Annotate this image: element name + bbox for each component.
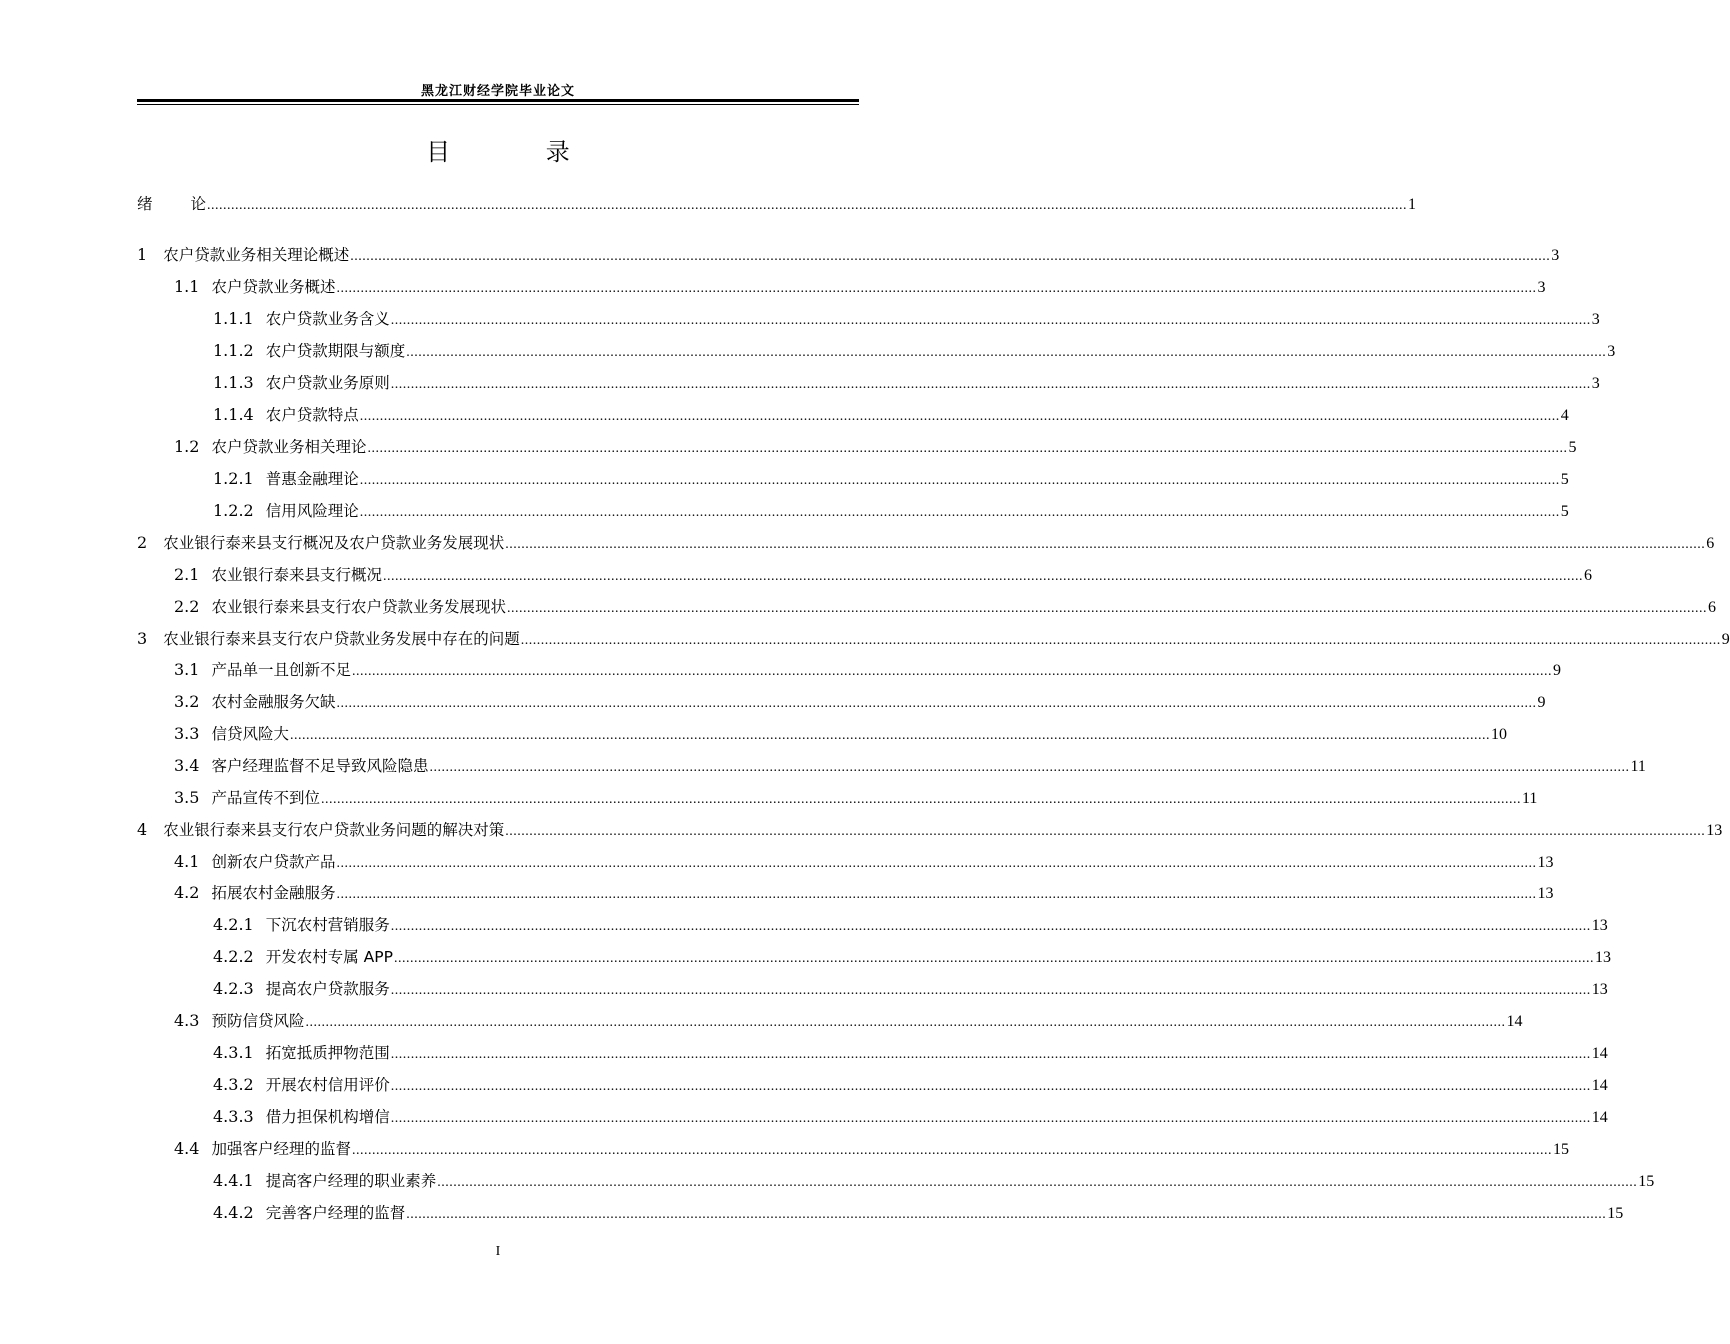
toc-entry-title: 开发农村专属 APP <box>265 948 393 966</box>
running-header: 黑龙江财经学院毕业论文 <box>420 84 575 99</box>
toc-entry-title: 农户贷款业务概述 <box>211 278 336 296</box>
toc-entry-page: 10 <box>1490 726 1507 743</box>
toc-entry[interactable] <box>174 881 1554 905</box>
toc-entry-number: 4.3.1 <box>213 1043 254 1062</box>
header-rule-thin <box>137 104 859 105</box>
toc-entry[interactable] <box>137 531 1715 555</box>
toc-entry-page: 3 <box>1591 375 1600 392</box>
toc-entry-title: 农业银行泰来县支行概况及农户贷款业务发展现状 <box>163 534 505 552</box>
toc-dot-leader: ............................................................................................................................................................................................................................................................................................................ <box>505 537 1706 552</box>
toc-entry-title: 提高农户贷款服务 <box>265 980 390 998</box>
toc-entry[interactable] <box>174 690 1546 714</box>
toc-entry-number: 4.3 <box>174 1011 200 1030</box>
toc-dot-leader: ............................................................................................................................................................................................................................................................................................................ <box>390 1079 1591 1094</box>
toc-entry-title: 农村金融服务欠缺 <box>211 693 336 711</box>
toc-dot-leader: ............................................................................................................................................................................................................................................................................................................ <box>320 792 1521 807</box>
toc-entry[interactable] <box>137 243 1560 267</box>
toc-entry-title: 客户经理监督不足导致风险隐患 <box>211 757 429 775</box>
toc-dot-leader: ............................................................................................................................................................................................................................................................................................................ <box>437 1175 1638 1190</box>
toc-entry-number: 3.1 <box>174 660 200 679</box>
toc-entry-title: 普惠金融理论 <box>265 470 359 488</box>
toc-dot-leader: ............................................................................................................................................................................................................................................................................................................ <box>390 313 1591 328</box>
toc-entry-number: 4.1 <box>174 852 200 871</box>
toc-dot-leader: ............................................................................................................................................................................................................................................................................................................ <box>390 983 1591 998</box>
toc-entry[interactable] <box>137 818 1723 842</box>
toc-entry-title: 借力担保机构增信 <box>265 1108 390 1126</box>
toc-dot-leader: ............................................................................................................................................................................................................................................................................................................ <box>289 728 1490 743</box>
toc-entry-number: 1.1.4 <box>213 405 254 424</box>
toc-dot-leader: ............................................................................................................................................................................................................................................................................................................ <box>506 601 1707 616</box>
toc-entry-page: 13 <box>1591 981 1608 998</box>
toc-entry[interactable] <box>137 627 1730 651</box>
toc-entry-page: 13 <box>1537 885 1554 902</box>
toc-entry[interactable] <box>174 1009 1523 1033</box>
toc-dot-leader: ............................................................................................................................................................................................................................................................................................................ <box>393 951 1594 966</box>
toc-dot-leader: ............................................................................................................................................................................................................................................................................................................ <box>351 1143 1552 1158</box>
toc-entry-title: 农户贷款业务含义 <box>265 310 390 328</box>
toc-entry-page: 3 <box>1551 247 1560 264</box>
toc-entry-number: 2.1 <box>174 565 200 584</box>
toc-entry-page: 4 <box>1560 407 1569 424</box>
toc-entry[interactable] <box>213 1105 1608 1129</box>
toc-entry-title: 农户贷款业务相关理论概述 <box>163 246 350 264</box>
toc-entry-title: 产品单一且创新不足 <box>211 661 351 679</box>
toc-entry[interactable] <box>213 339 1616 363</box>
toc-entry-number: 4 <box>137 820 148 839</box>
toc-entry-title: 农户贷款特点 <box>265 406 359 424</box>
toc-dot-leader: ............................................................................................................................................................................................................................................................................................................ <box>336 696 1537 711</box>
toc-entry-title: 农户贷款业务原则 <box>265 374 390 392</box>
toc-entry[interactable] <box>213 371 1600 395</box>
toc-dot-leader: ............................................................................................................................................................................................................................................................................................................ <box>390 1047 1591 1062</box>
toc-entry[interactable] <box>174 658 1561 682</box>
toc-entry-number: 4.2.1 <box>213 915 254 934</box>
toc-entry-page: 5 <box>1560 471 1569 488</box>
toc-entry-page: 6 <box>1583 567 1592 584</box>
toc-entry-number: 1.2.2 <box>213 501 254 520</box>
toc-entry-title: 提高客户经理的职业素养 <box>265 1172 437 1190</box>
toc-entry[interactable] <box>213 1201 1624 1225</box>
toc-dot-leader: ............................................................................................................................................................................................................................................................................................................ <box>382 569 1583 584</box>
toc-entry-number: 3 <box>137 629 148 648</box>
toc-entry-number: 4.3.3 <box>213 1107 254 1126</box>
toc-entry-page: 15 <box>1607 1205 1624 1222</box>
toc-entry-number: 4.3.2 <box>213 1075 254 1094</box>
toc-entry[interactable] <box>174 754 1646 778</box>
toc-entry[interactable] <box>174 722 1507 746</box>
toc-dot-leader: ............................................................................................................................................................................................................................................................................................................ <box>351 664 1552 679</box>
toc-dot-leader: ............................................................................................................................................................................................................................................................................................................ <box>305 1015 1506 1030</box>
toc-entry-number: 2 <box>137 533 148 552</box>
toc-entry-title: 农户贷款期限与额度 <box>265 342 406 360</box>
toc-dot-leader: ............................................................................................................................................................................................................................................................................................................ <box>359 409 1560 424</box>
toc-entry[interactable] <box>213 1169 1655 1193</box>
toc-entry-title: 农户贷款业务相关理论 <box>211 438 367 456</box>
toc-entry-number: 1.1 <box>174 277 200 296</box>
toc-dot-leader: ............................................................................................................................................................................................................................................................................................................ <box>367 441 1568 456</box>
toc-entry-page: 9 <box>1552 662 1561 679</box>
toc-dot-leader: ............................................................................................................................................................................................................................................................................................................ <box>359 473 1560 488</box>
toc-dot-leader: ............................................................................................................................................................................................................................................................................................................ <box>359 505 1560 520</box>
toc-entry-page: 1 <box>1408 196 1417 213</box>
toc-entry-title: 农业银行泰来县支行概况 <box>211 566 382 584</box>
toc-entry[interactable] <box>174 786 1538 810</box>
toc-entry-page: 6 <box>1706 535 1715 552</box>
toc-dot-leader: ............................................................................................................................................................................................................................................................................................................ <box>336 887 1537 902</box>
toc-dot-leader: ............................................................................................................................................................................................................................................................................................................ <box>520 633 1721 648</box>
toc-entry-page: 6 <box>1707 599 1716 616</box>
toc-entry-page: 13 <box>1537 854 1554 871</box>
toc-entry-page: 9 <box>1721 631 1730 648</box>
toc-entry-title: 拓展农村金融服务 <box>211 884 336 902</box>
toc-entry[interactable] <box>174 595 1716 619</box>
toc-entry-page: 13 <box>1706 822 1723 839</box>
toc-dot-leader: ............................................................................................................................................................................................................................................................................................................ <box>390 919 1591 934</box>
toc-entry-title: 拓宽抵质押物范围 <box>265 1044 390 1062</box>
toc-entry-page: 14 <box>1591 1045 1608 1062</box>
toc-dot-leader: ............................................................................................................................................................................................................................................................................................................ <box>406 1207 1607 1222</box>
page-number: I <box>495 1244 501 1259</box>
toc-entry-number: 1.1.1 <box>213 309 254 328</box>
toc-entry-page: 5 <box>1568 439 1577 456</box>
toc-entry-page: 11 <box>1521 790 1538 807</box>
toc-entry-page: 3 <box>1537 279 1546 296</box>
toc-entry-number: 1.2 <box>174 437 200 456</box>
toc-entry-number: 3.2 <box>174 692 200 711</box>
toc-entry-page: 13 <box>1594 949 1611 966</box>
toc-entry[interactable] <box>174 435 1577 459</box>
toc-entry-number: 1.1.3 <box>213 373 254 392</box>
toc-entry-page: 14 <box>1506 1013 1523 1030</box>
toc-entry-number: 3.5 <box>174 788 200 807</box>
toc-entry-title: 绪论 <box>137 195 245 213</box>
toc-entry-page: 14 <box>1591 1077 1608 1094</box>
toc-dot-leader: ............................................................................................................................................................................................................................................................................................................ <box>336 281 1537 296</box>
toc-entry-title: 产品宣传不到位 <box>211 789 320 807</box>
toc-entry[interactable] <box>213 1041 1608 1065</box>
toc-dot-leader: ............................................................................................................................................................................................................................................................................................................ <box>207 198 1408 213</box>
toc-entry-title: 下沉农村营销服务 <box>265 916 390 934</box>
toc-entry-number: 1.2.1 <box>213 469 254 488</box>
header-rule-thick <box>137 99 859 102</box>
toc-entry[interactable] <box>213 913 1608 937</box>
toc-dot-leader: ............................................................................................................................................................................................................................................................................................................ <box>406 345 1607 360</box>
toc-title: 目 录 <box>426 138 614 166</box>
toc-entry-page: 3 <box>1607 343 1616 360</box>
toc-dot-leader: ............................................................................................................................................................................................................................................................................................................ <box>390 377 1591 392</box>
toc-dot-leader: ............................................................................................................................................................................................................................................................................................................ <box>390 1111 1591 1126</box>
toc-entry-title: 完善客户经理的监督 <box>265 1204 406 1222</box>
toc-entry-page: 15 <box>1552 1141 1569 1158</box>
toc-entry-title: 农业银行泰来县支行农户贷款业务问题的解决对策 <box>163 821 505 839</box>
toc-dot-leader: ............................................................................................................................................................................................................................................................................................................ <box>350 249 1551 264</box>
toc-entry-page: 13 <box>1591 917 1608 934</box>
toc-entry[interactable] <box>174 275 1546 299</box>
toc-entry-title: 预防信贷风险 <box>211 1012 305 1030</box>
toc-entry-number: 4.2 <box>174 883 200 902</box>
toc-entry-number: 4.2.3 <box>213 979 254 998</box>
toc-entry-page: 15 <box>1638 1173 1655 1190</box>
toc-entry[interactable] <box>174 1137 1569 1161</box>
toc-entry-title: 加强客户经理的监督 <box>211 1140 351 1158</box>
toc-entry[interactable] <box>213 977 1608 1001</box>
toc-entry-page: 11 <box>1630 758 1646 775</box>
toc-entry-title: 农业银行泰来县支行农户贷款业务发展中存在的问题 <box>163 630 520 648</box>
toc-dot-leader: ............................................................................................................................................................................................................................................................................................................ <box>505 824 1706 839</box>
toc-entry-number: 4.2.2 <box>213 947 254 966</box>
toc-entry-page: 14 <box>1591 1109 1608 1126</box>
toc-entry-number: 3.4 <box>174 756 200 775</box>
toc-entry[interactable] <box>174 850 1554 874</box>
toc-entry[interactable] <box>174 563 1592 587</box>
toc-entry[interactable] <box>213 945 1611 969</box>
toc-entry-title: 开展农村信用评价 <box>265 1076 390 1094</box>
toc-entry-number: 4.4.2 <box>213 1203 254 1222</box>
toc-entry[interactable] <box>213 1073 1608 1097</box>
toc-dot-leader: ............................................................................................................................................................................................................................................................................................................ <box>336 856 1537 871</box>
toc-entry-number: 4.4.1 <box>213 1171 254 1190</box>
toc-entry[interactable] <box>137 192 1417 216</box>
toc-entry-title: 农业银行泰来县支行农户贷款业务发展现状 <box>211 598 506 616</box>
toc-entry-page: 9 <box>1537 694 1546 711</box>
toc-entry-title: 信用风险理论 <box>265 502 359 520</box>
toc-entry[interactable] <box>213 467 1569 491</box>
toc-entry-number: 1.1.2 <box>213 341 254 360</box>
toc-entry-page: 5 <box>1560 503 1569 520</box>
toc-entry-title: 信贷风险大 <box>211 725 289 743</box>
toc-entry-number: 3.3 <box>174 724 200 743</box>
toc-entry-number: 2.2 <box>174 597 200 616</box>
toc-entry-number: 1 <box>137 245 148 264</box>
toc-entry[interactable] <box>213 307 1600 331</box>
toc-entry-number: 4.4 <box>174 1139 200 1158</box>
toc-entry[interactable] <box>213 403 1569 427</box>
toc-dot-leader: ............................................................................................................................................................................................................................................................................................................ <box>429 760 1630 775</box>
toc-entry[interactable] <box>213 499 1569 523</box>
toc-entry-page: 3 <box>1591 311 1600 328</box>
toc-entry-title: 创新农户贷款产品 <box>211 853 336 871</box>
